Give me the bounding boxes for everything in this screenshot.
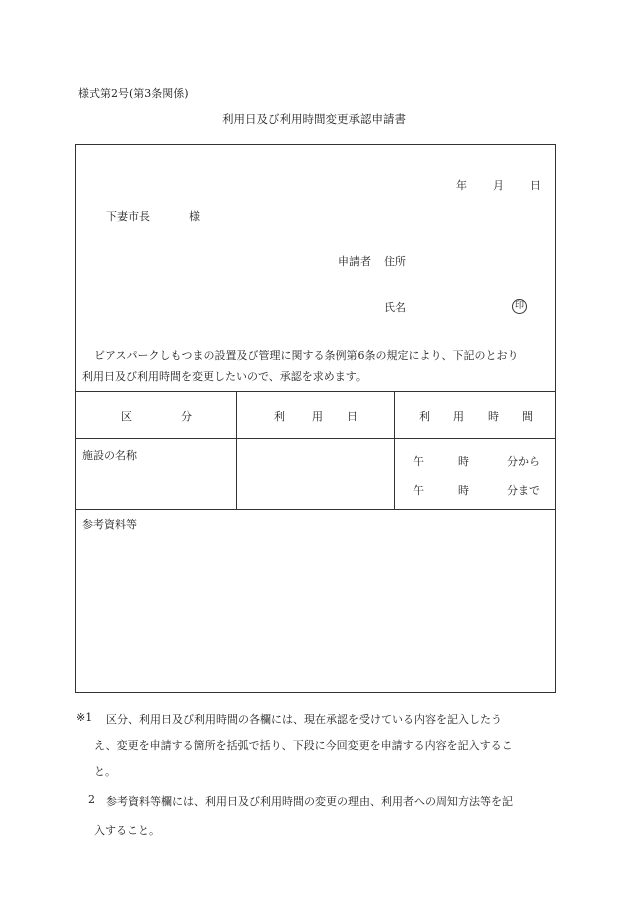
address-label: 住所 [384, 255, 406, 268]
note-1-mark: ※1 [76, 711, 93, 724]
reference-label: 参考資料等 [82, 518, 137, 531]
note-2-line-1: 参考資料等欄には、利用日及び利用時間の変更の理由、利用者への周知方法等を記 [106, 795, 513, 808]
form-title: 利用日及び利用時間変更承認申請書 [222, 112, 406, 126]
time-start-minute: 分から [507, 455, 540, 468]
col-divider-1 [236, 391, 237, 509]
table-top-line [75, 391, 556, 392]
form-number: 様式第2号(第3条関係) [78, 87, 189, 100]
date-day: 日 [530, 179, 541, 192]
seal-mark [512, 298, 527, 314]
header-date-3: 日 [347, 410, 358, 423]
note-1-line-2: え、変更を申請する箇所を括弧で括り、下段に今回変更を申請する内容を記入するこ [94, 739, 513, 752]
time-start-ampm: 午 [413, 455, 424, 468]
header-date-2: 用 [312, 410, 323, 423]
addressee-honorific: 様 [189, 210, 200, 223]
header-category-2: 分 [181, 410, 192, 423]
applicant-label: 申請者 [338, 255, 371, 268]
header-time-4: 間 [522, 410, 533, 423]
date-month: 月 [493, 179, 504, 192]
time-end-minute: 分まで [507, 484, 540, 497]
time-start-hour: 時 [458, 455, 469, 468]
header-time-2: 用 [453, 410, 464, 423]
header-date-1: 利 [274, 410, 285, 423]
header-row-line [75, 438, 556, 439]
note-1-line-1: 区分、利用日及び利用時間の各欄には、現在承認を受けている内容を記入したう [106, 713, 502, 726]
date-year: 年 [456, 179, 467, 192]
seal-icon: 印 [512, 299, 527, 314]
note-1-line-3: と。 [94, 765, 116, 778]
name-label: 氏名 [384, 301, 406, 314]
note-2-mark: 2 [88, 793, 95, 806]
addressee-name: 下妻市長 [106, 210, 150, 223]
time-end-ampm: 午 [413, 484, 424, 497]
header-time-3: 時 [488, 410, 499, 423]
header-category-1: 区 [121, 410, 132, 423]
facility-row-line [75, 509, 556, 510]
facility-name-label: 施設の名称 [82, 449, 137, 462]
time-end-hour: 時 [458, 484, 469, 497]
body-text-line-2: 利用日及び利用時間を変更したいので、承認を求めます。 [82, 370, 367, 383]
note-2-line-2: 入すること。 [94, 824, 160, 837]
header-time-1: 利 [419, 410, 430, 423]
col-divider-2 [394, 391, 395, 509]
body-text-line-1: ビアスパークしもつまの設置及び管理に関する条例第6条の規定により、下記のとおり [94, 349, 519, 362]
